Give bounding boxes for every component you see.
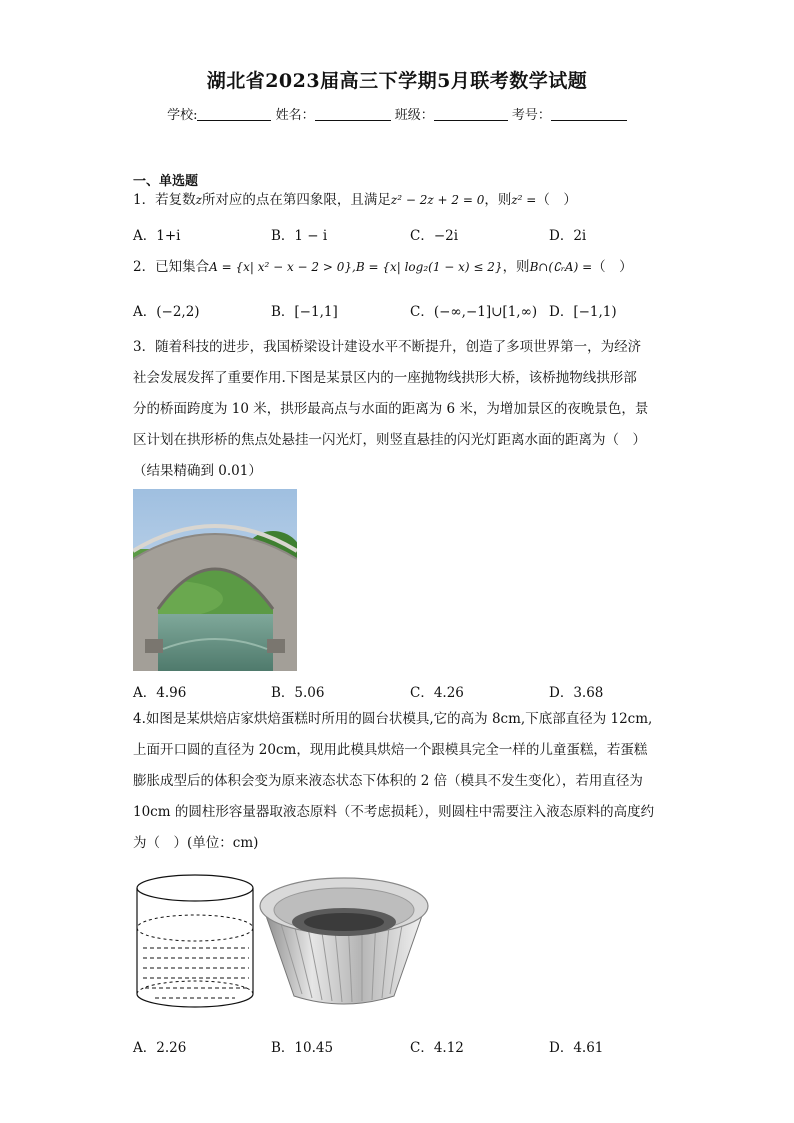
q3-line: 区计划在拱形桥的焦点处悬挂一闪光灯，则竖直悬挂的闪光灯距离水面的距离为（ ） bbox=[133, 432, 646, 448]
q1-option-c: C．−2i bbox=[410, 228, 459, 244]
q4-option-c: C．4.12 bbox=[410, 1040, 464, 1056]
q2-answer-paren: （ ） bbox=[592, 259, 633, 275]
q3-option-c: C．4.26 bbox=[410, 685, 464, 701]
page-title: 湖北省2023届高三下学期5月联考数学试题 bbox=[206, 70, 588, 92]
q2-option-d: D．[−1,1) bbox=[549, 304, 617, 320]
q1-text: 所对应的点在第四象限，且满足 bbox=[201, 192, 391, 208]
q3-line: 分的桥面跨度为 10 米，拱形最高点与水面的距离为 6 米，为增加景区的夜晚景色，景 bbox=[133, 401, 649, 417]
q3-line: 社会发展发挥了重要作用.下图是某景区内的一座抛物线拱形大桥，该桥抛物线拱形部 bbox=[133, 370, 637, 386]
foil-mold-photo bbox=[258, 872, 430, 1012]
section-heading: 一、单选题 bbox=[133, 174, 199, 189]
question-4 bbox=[133, 704, 663, 859]
student-info-line bbox=[0, 104, 794, 123]
q1-option-d: D．2i bbox=[549, 228, 587, 244]
q3-line: （结果精确到 0.01） bbox=[133, 463, 262, 479]
q1-option-a: A．1+i bbox=[133, 228, 181, 244]
q2-set-b: ,B = {x| log₂(1 − x) ≤ 2} bbox=[352, 260, 503, 274]
q2-set-a: A = {x| x² − x − 2 > 0} bbox=[209, 260, 353, 274]
q1-prefix: 1．若复数 bbox=[133, 192, 196, 208]
q4-line: 4.如图是某烘焙店家烘焙蛋糕时所用的圆台状模具,它的高为 8cm,下底部直径为 12cm, bbox=[133, 711, 653, 727]
class-label: 班级： bbox=[394, 108, 434, 123]
q4-option-a: A．2.26 bbox=[133, 1040, 187, 1056]
class-blank bbox=[434, 106, 508, 121]
q3-option-b: B．5.06 bbox=[271, 685, 325, 701]
q4-line: 上面开口圆的直径为 20cm，现用此模具烘焙一个跟模具完全一样的儿童蛋糕，若蛋糕 bbox=[133, 742, 648, 758]
question-3 bbox=[133, 332, 663, 487]
q2-option-b: B．[−1,1] bbox=[271, 304, 338, 320]
q2-ask: ，则 bbox=[502, 259, 530, 275]
name-label: 姓名： bbox=[275, 108, 315, 123]
bridge-photo bbox=[133, 489, 297, 671]
q2-option-a: A．(−2,2) bbox=[133, 304, 200, 320]
question-1 bbox=[133, 190, 577, 210]
cylinder-diagram bbox=[133, 870, 258, 1010]
q2-option-c: C．(−∞,−1]∪[1,∞) bbox=[410, 304, 538, 320]
q4-line: 10cm 的圆柱形容量器取液态原料（不考虑损耗），则圆柱中需要注入液态原料的高度约 bbox=[133, 804, 655, 820]
q4-option-d: D．4.61 bbox=[549, 1040, 604, 1056]
school-blank bbox=[197, 106, 271, 121]
q3-option-d: D．3.68 bbox=[549, 685, 604, 701]
q4-line: 膨胀成型后的体积会变为原来液态状态下体积的 2 倍（模具不发生变化），若用直径为 bbox=[133, 773, 643, 789]
q4-option-b: B．10.45 bbox=[271, 1040, 334, 1056]
q1-var: z bbox=[195, 193, 202, 207]
name-blank bbox=[315, 106, 391, 121]
q1-equation: z² − 2z + 2 = 0 bbox=[390, 193, 485, 207]
question-2 bbox=[133, 257, 633, 277]
q2-expression: B∩(∁ᵣA) = bbox=[529, 260, 593, 274]
exam-number-blank bbox=[551, 106, 627, 121]
q2-prefix: 2．已知集合 bbox=[133, 259, 210, 275]
q3-line: 3．随着科技的进步，我国桥梁设计建设水平不断提升，创造了多项世界第一，为经济 bbox=[133, 339, 642, 355]
q1-answer-paren: （ ） bbox=[536, 192, 577, 208]
school-label: 学校: bbox=[167, 108, 198, 123]
q4-line: 为（ ）(单位：cm) bbox=[133, 835, 259, 851]
q1-ask: z² = bbox=[511, 193, 537, 207]
exam-number-label: 考号： bbox=[511, 108, 551, 123]
q1-option-b: B．1 − i bbox=[271, 228, 328, 244]
q1-then: ，则 bbox=[484, 192, 512, 208]
q3-option-a: A．4.96 bbox=[133, 685, 187, 701]
